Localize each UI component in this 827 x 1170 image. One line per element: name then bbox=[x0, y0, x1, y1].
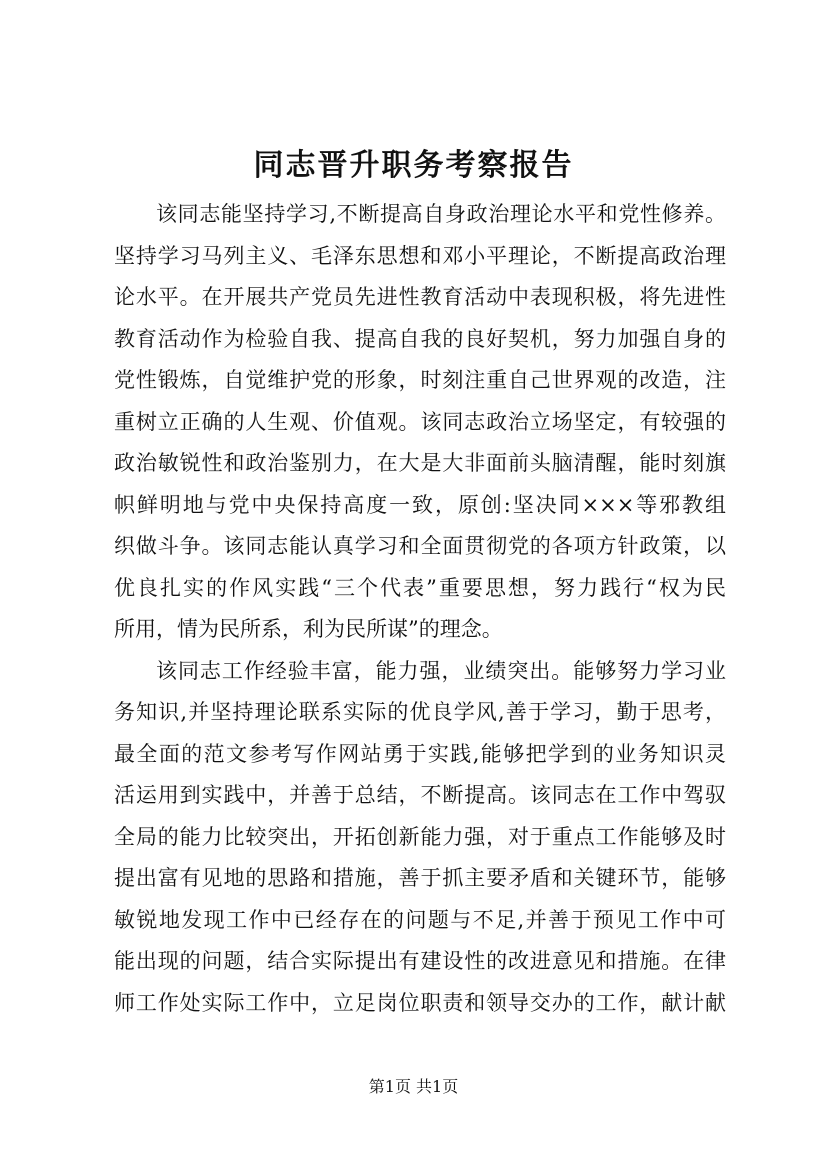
paragraph-line: 最全面的范文参考写作网站勇于实践,能够把学到的业务知识灵 bbox=[114, 741, 726, 766]
document-body bbox=[114, 194, 726, 1024]
paragraph-line: 全局的能力比较突出，开拓创新能力强，对于重点工作能够及时 bbox=[114, 824, 726, 849]
paragraph-line: 政治敏锐性和政治鉴别力，在大是大非面前头脑清醒，能时刻旗 bbox=[114, 451, 726, 475]
paragraph-line: 重树立正确的人生观、价值观。该同志政治立场坚定，有较强的 bbox=[114, 409, 726, 434]
paragraph-line: 该同志能坚持学习,不断提高自身政治理论水平和党性修养。 bbox=[156, 202, 726, 226]
paragraph-line: 提出富有见地的思路和措施，善于抓主要矛盾和关键环节，能够 bbox=[114, 866, 726, 890]
paragraph-line: 师工作处实际工作中，立足岗位职责和领导交办的工作，献计献 bbox=[114, 990, 726, 1015]
page-number-footer: 第1页 共1页 bbox=[368, 1077, 459, 1096]
paragraph-line: 优良扎实的作风实践“三个代表”重要思想，努力践行“权为民 bbox=[114, 575, 726, 600]
paragraph-line: 坚持学习马列主义、毛泽东思想和邓小平理论，不断提高政治理 bbox=[114, 243, 726, 268]
paragraph-line: 务知识,并坚持理论联系实际的优良学风,善于学习，勤于思考， bbox=[114, 700, 726, 724]
document-title: 同志晋升职务考察报告 bbox=[253, 148, 574, 183]
paragraph-line: 该同志工作经验丰富，能力强，业绩突出。能够努力学习业 bbox=[156, 658, 726, 683]
paragraph-line: 教育活动作为检验自我、提高自我的良好契机，努力加强自身的 bbox=[114, 326, 726, 351]
paragraph-line: 所用，情为民所系，利为民所谋”的理念。 bbox=[114, 617, 503, 641]
paragraph-line: 帜鲜明地与党中央保持高度一致，原创:坚决同×××等邪教组 bbox=[114, 492, 726, 517]
paragraph-line: 织做斗争。该同志能认真学习和全面贯彻党的各项方针政策，以 bbox=[114, 534, 726, 558]
paragraph-line: 敏锐地发现工作中已经存在的问题与不足,并善于预见工作中可 bbox=[114, 907, 726, 932]
paragraph-line: 活运用到实践中，并善于总结，不断提高。该同志在工作中驾驭 bbox=[114, 783, 726, 807]
paragraph-line: 能出现的问题，结合实际提出有建设性的改进意见和措施。在律 bbox=[114, 949, 726, 973]
paragraph-line: 党性锻炼，自觉维护党的形象，时刻注重自己世界观的改造，注 bbox=[114, 368, 726, 392]
paragraph-line: 论水平。在开展共产党员先进性教育活动中表现积极，将先进性 bbox=[114, 285, 726, 309]
